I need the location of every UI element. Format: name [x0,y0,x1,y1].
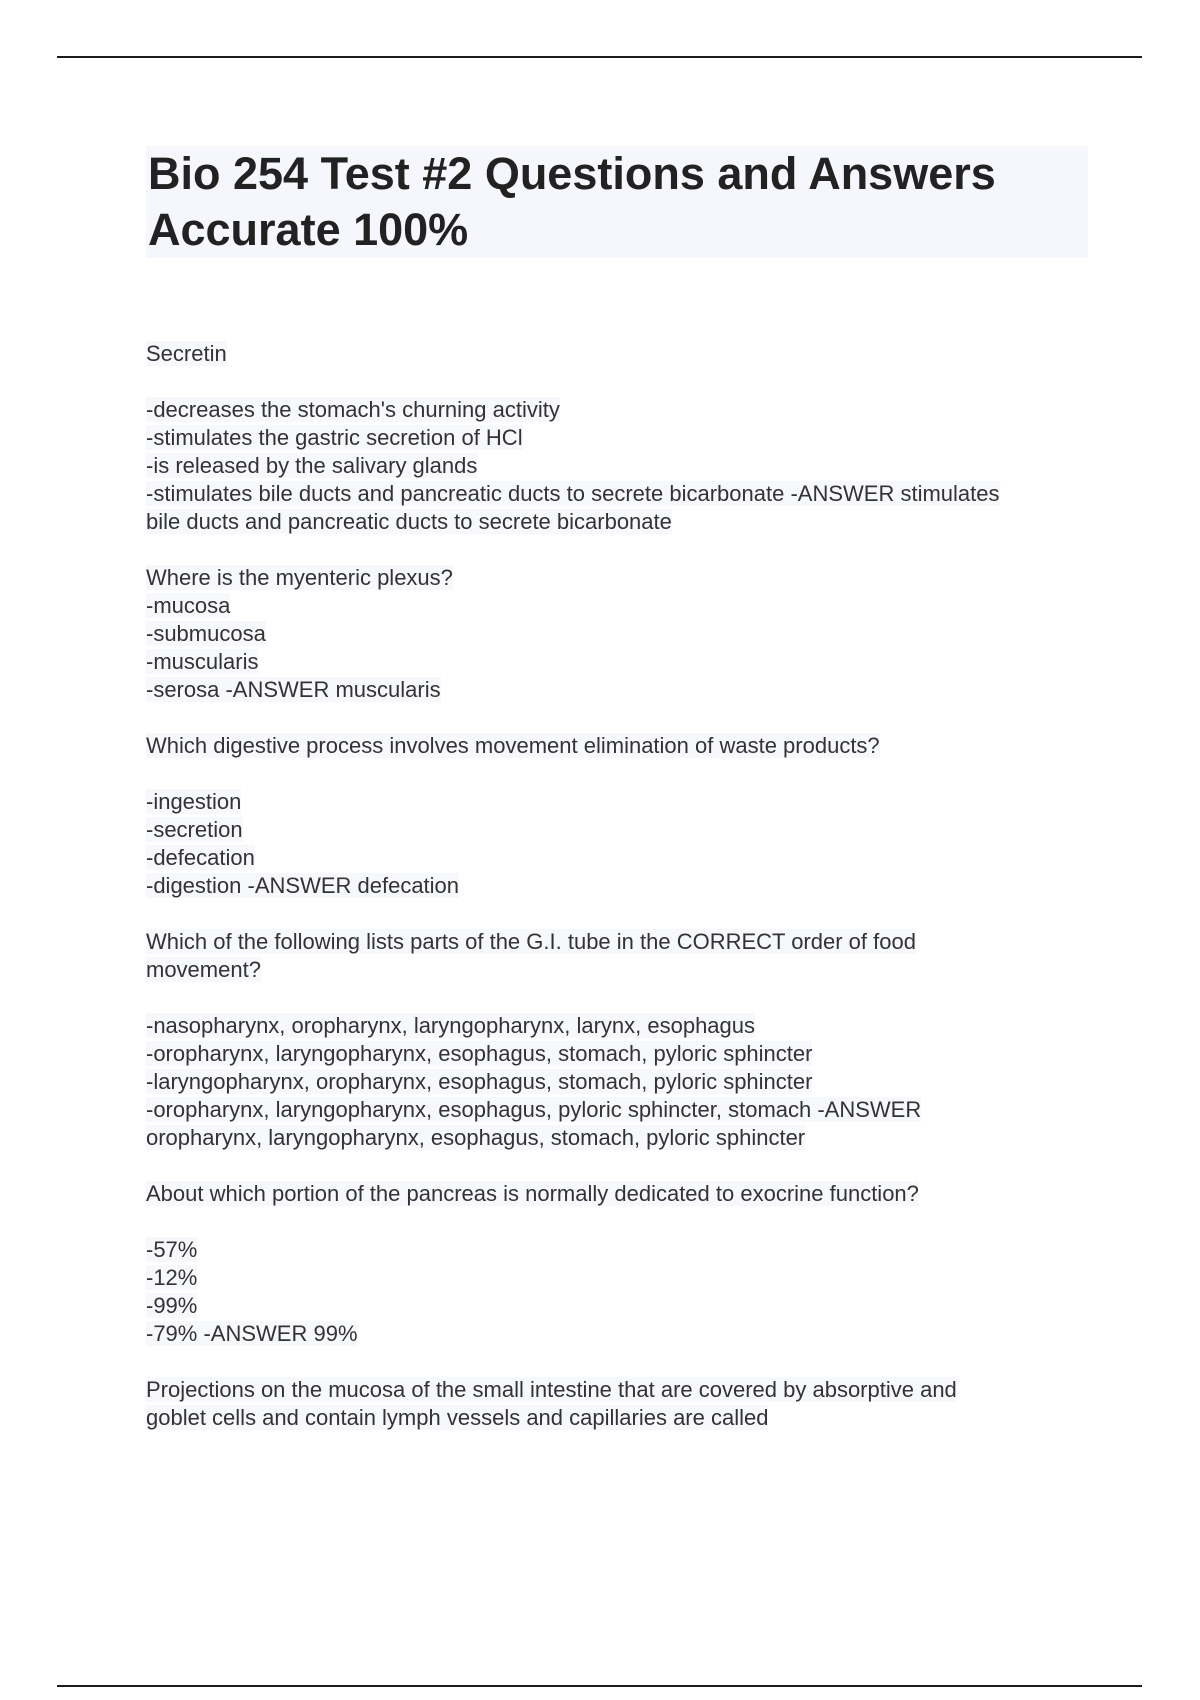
answer-option-text: -57% [146,1237,198,1262]
answer-option-text: -is released by the salivary glands [146,453,478,478]
question-stem-text: Projections on the mucosa of the small intestine that are covered by absorptive and [146,1377,957,1402]
answer-option-line [146,1096,1090,1124]
answer-option-line [146,424,1090,452]
question-block [146,564,1090,704]
question-stem-text: Which digestive process involves movement elimination of waste products? [146,733,880,758]
answer-option-line [146,648,1090,676]
answer-option-text: bile ducts and pancreatic ducts to secrete bicarbonate [146,509,672,534]
answer-option-line [146,1012,1090,1040]
answer-option-line [146,676,1090,704]
answer-option-text: -99% [146,1293,198,1318]
answer-option-line [146,816,1090,844]
answer-option-line [146,452,1090,480]
question-stem-line [146,564,1090,592]
question-separator [146,536,1090,564]
question-stem-line [146,1180,1090,1208]
question-block [146,732,1090,900]
question-stem-line [146,1404,1090,1432]
answer-option-line [146,480,1090,508]
answer-option-line [146,1292,1090,1320]
answer-option-text: -ingestion [146,789,242,814]
answer-option-line [146,1068,1090,1096]
answer-option-text: -laryngopharynx, oropharynx, esophagus, stomach, pyloric sphincter [146,1069,813,1094]
answer-option-line [146,620,1090,648]
question-stem-text: movement? [146,957,261,982]
answer-option-line [146,1040,1090,1068]
question-separator [146,900,1090,928]
answer-option-text: -79% -ANSWER 99% [146,1321,358,1346]
answer-option-text: -defecation [146,845,255,870]
question-stem-line [146,732,1090,760]
page-bottom-rule [57,1685,1142,1687]
answer-option-line [146,872,1090,900]
answer-option-text: -digestion -ANSWER defecation [146,873,460,898]
spacer [146,1208,1090,1236]
page-title [146,146,1088,258]
answer-option-text: -stimulates the gastric secretion of HCl [146,425,523,450]
question-stem-line [146,340,1090,368]
spacer [146,760,1090,788]
question-separator [146,704,1090,732]
answer-option-text: -12% [146,1265,198,1290]
answer-option-line [146,592,1090,620]
question-separator [146,1348,1090,1376]
answer-option-text: -serosa -ANSWER muscularis [146,677,441,702]
answer-option-line [146,1264,1090,1292]
question-block [146,928,1090,1152]
page-top-rule [57,56,1142,58]
question-stem-text: Which of the following lists parts of the G.I. tube in the CORRECT order of food [146,929,916,954]
answer-option-text: -submucosa [146,621,266,646]
answer-option-text: -oropharynx, laryngopharynx, esophagus, stomach, pyloric sphincter [146,1041,813,1066]
answer-option-line [146,396,1090,424]
question-block [146,340,1090,536]
answer-option-text: -muscularis [146,649,259,674]
question-separator [146,1152,1090,1180]
title-line-1: Bio 254 Test #2 Questions and Answers [148,148,996,199]
answer-option-line [146,508,1090,536]
question-stem-text: Secretin [146,341,227,366]
answer-option-text: -mucosa [146,593,231,618]
question-block [146,1376,1090,1432]
question-stem-text: About which portion of the pancreas is normally dedicated to exocrine function? [146,1181,919,1206]
answer-option-line [146,1124,1090,1152]
question-stem-line [146,1376,1090,1404]
question-list [146,340,1090,1432]
question-stem-line [146,928,1090,956]
answer-option-line [146,788,1090,816]
question-block [146,1180,1090,1348]
answer-option-text: -secretion [146,817,243,842]
answer-option-line [146,1236,1090,1264]
answer-option-line [146,1320,1090,1348]
document-body [146,146,1090,1432]
answer-option-text: -stimulates bile ducts and pancreatic ducts to secrete bicarbonate -ANSWER stimulates [146,481,1000,506]
answer-option-text: oropharynx, laryngopharynx, esophagus, stomach, pyloric sphincter [146,1125,806,1150]
answer-option-text: -oropharynx, laryngopharynx, esophagus, pyloric sphincter, stomach -ANSWER [146,1097,922,1122]
title-line-2: Accurate 100% [148,204,469,255]
answer-option-text: -decreases the stomach's churning activity [146,397,560,422]
question-stem-text: goblet cells and contain lymph vessels and capillaries are called [146,1405,769,1430]
spacer [146,984,1090,1012]
answer-option-line [146,844,1090,872]
answer-option-text: -nasopharynx, oropharynx, laryngopharynx, larynx, esophagus [146,1013,756,1038]
question-stem-line [146,956,1090,984]
question-stem-text: Where is the myenteric plexus? [146,565,453,590]
spacer [146,368,1090,396]
